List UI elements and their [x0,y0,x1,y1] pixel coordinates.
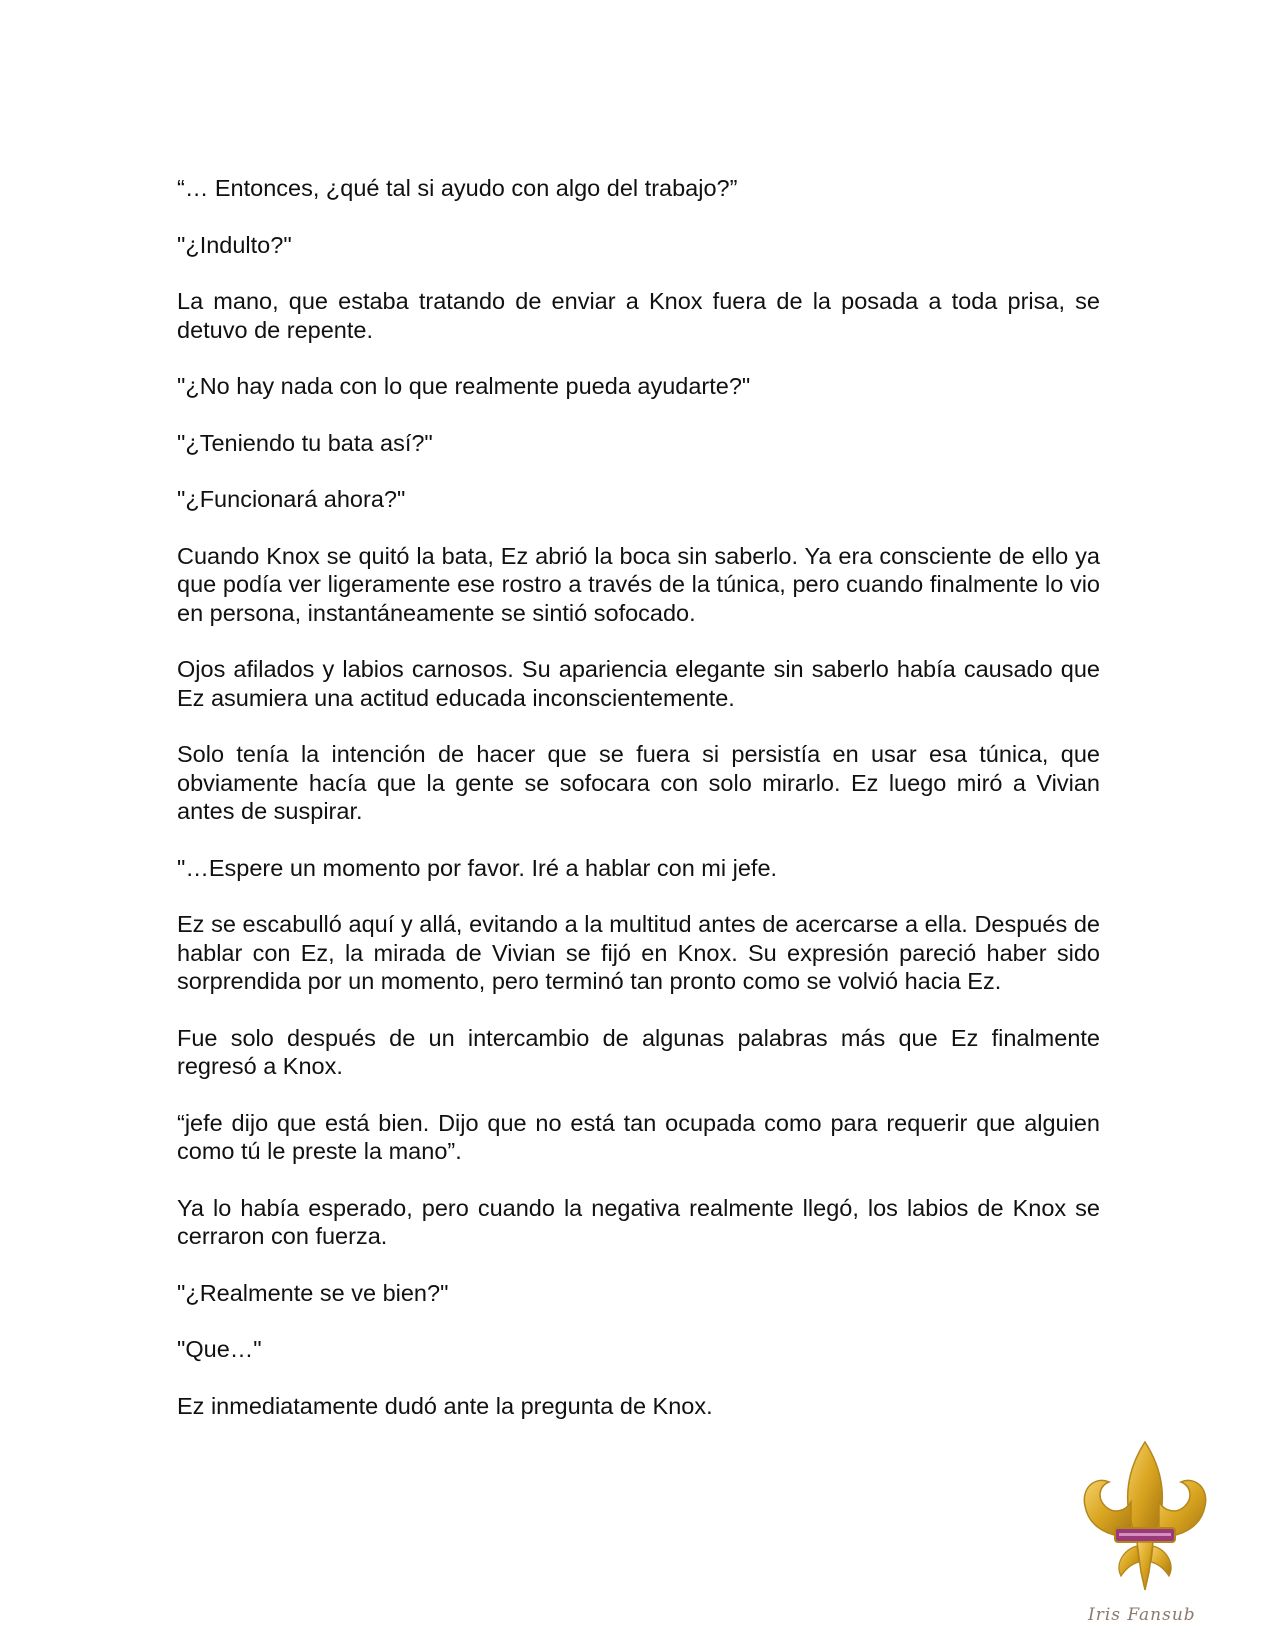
paragraph: "…Espere un momento por favor. Iré a hablar con mi jefe. [177,854,778,881]
paragraph: Ojos afilados y labios carnosos. Su apariencia elegante sin saberlo había causado que Ez asumiera una actitud educada inconscientemente. [177,656,1100,711]
paragraph: Ez se escabulló aquí y allá, evitando a la multitud antes de acercarse a ella. Después de hablar con Ez, la mirada de Vivian se fijó en Knox. Su expresión pareció haber sido sorprendida por un momento, pero terminó tan pronto como se volvió hacia Ez. [177,911,1100,994]
watermark-text: Iris Fansub [1088,1605,1196,1625]
paragraph: La mano, que estaba tratando de enviar a Knox fuera de la posada a toda prisa, se detuvo de repente. [177,288,1100,343]
paragraph: "¿Teniendo tu bata así?" [177,429,433,456]
paragraph: Solo tenía la intención de hacer que se fuera si persistía en usar esa túnica, que obviamente hacía que la gente se sofocara con solo mirarlo. Ez luego miró a Vivian antes de suspirar. [177,741,1100,824]
paragraph: Ez inmediatamente dudó ante la pregunta de Knox. [177,1392,713,1419]
paragraph: "¿Realmente se ve bien?" [177,1279,449,1306]
paragraph: Fue solo después de un intercambio de algunas palabras más que Ez finalmente regresó a Knox. [177,1024,1100,1079]
fleur-de-lis-icon [1075,1440,1215,1630]
document-body [177,174,1100,1448]
paragraph: "¿Funcionará ahora?" [177,486,406,512]
paragraph: Cuando Knox se quitó la bata, Ez abrió la boca sin saberlo. Ya era consciente de ello ya que podía ver ligeramente ese rostro a través de la túnica, pero cuando finalmente lo vio en persona, instantáneamente se sintió sofocado. [177,542,1100,626]
paragraph: "¿No hay nada con lo que realmente pueda ayudarte?" [177,373,751,399]
paragraph: “… Entonces, ¿qué tal si ayudo con algo del trabajo?” [177,175,738,201]
paragraph: “jefe dijo que está bien. Dijo que no está tan ocupada como para requerir que alguien como tú le preste la mano”. [177,1109,1100,1164]
paragraph: Ya lo había esperado, pero cuando la negativa realmente llegó, los labios de Knox se cerraron con fuerza. [177,1194,1100,1249]
paragraph: "Que…" [177,1336,262,1362]
paragraph: "¿Indulto?" [177,231,292,258]
